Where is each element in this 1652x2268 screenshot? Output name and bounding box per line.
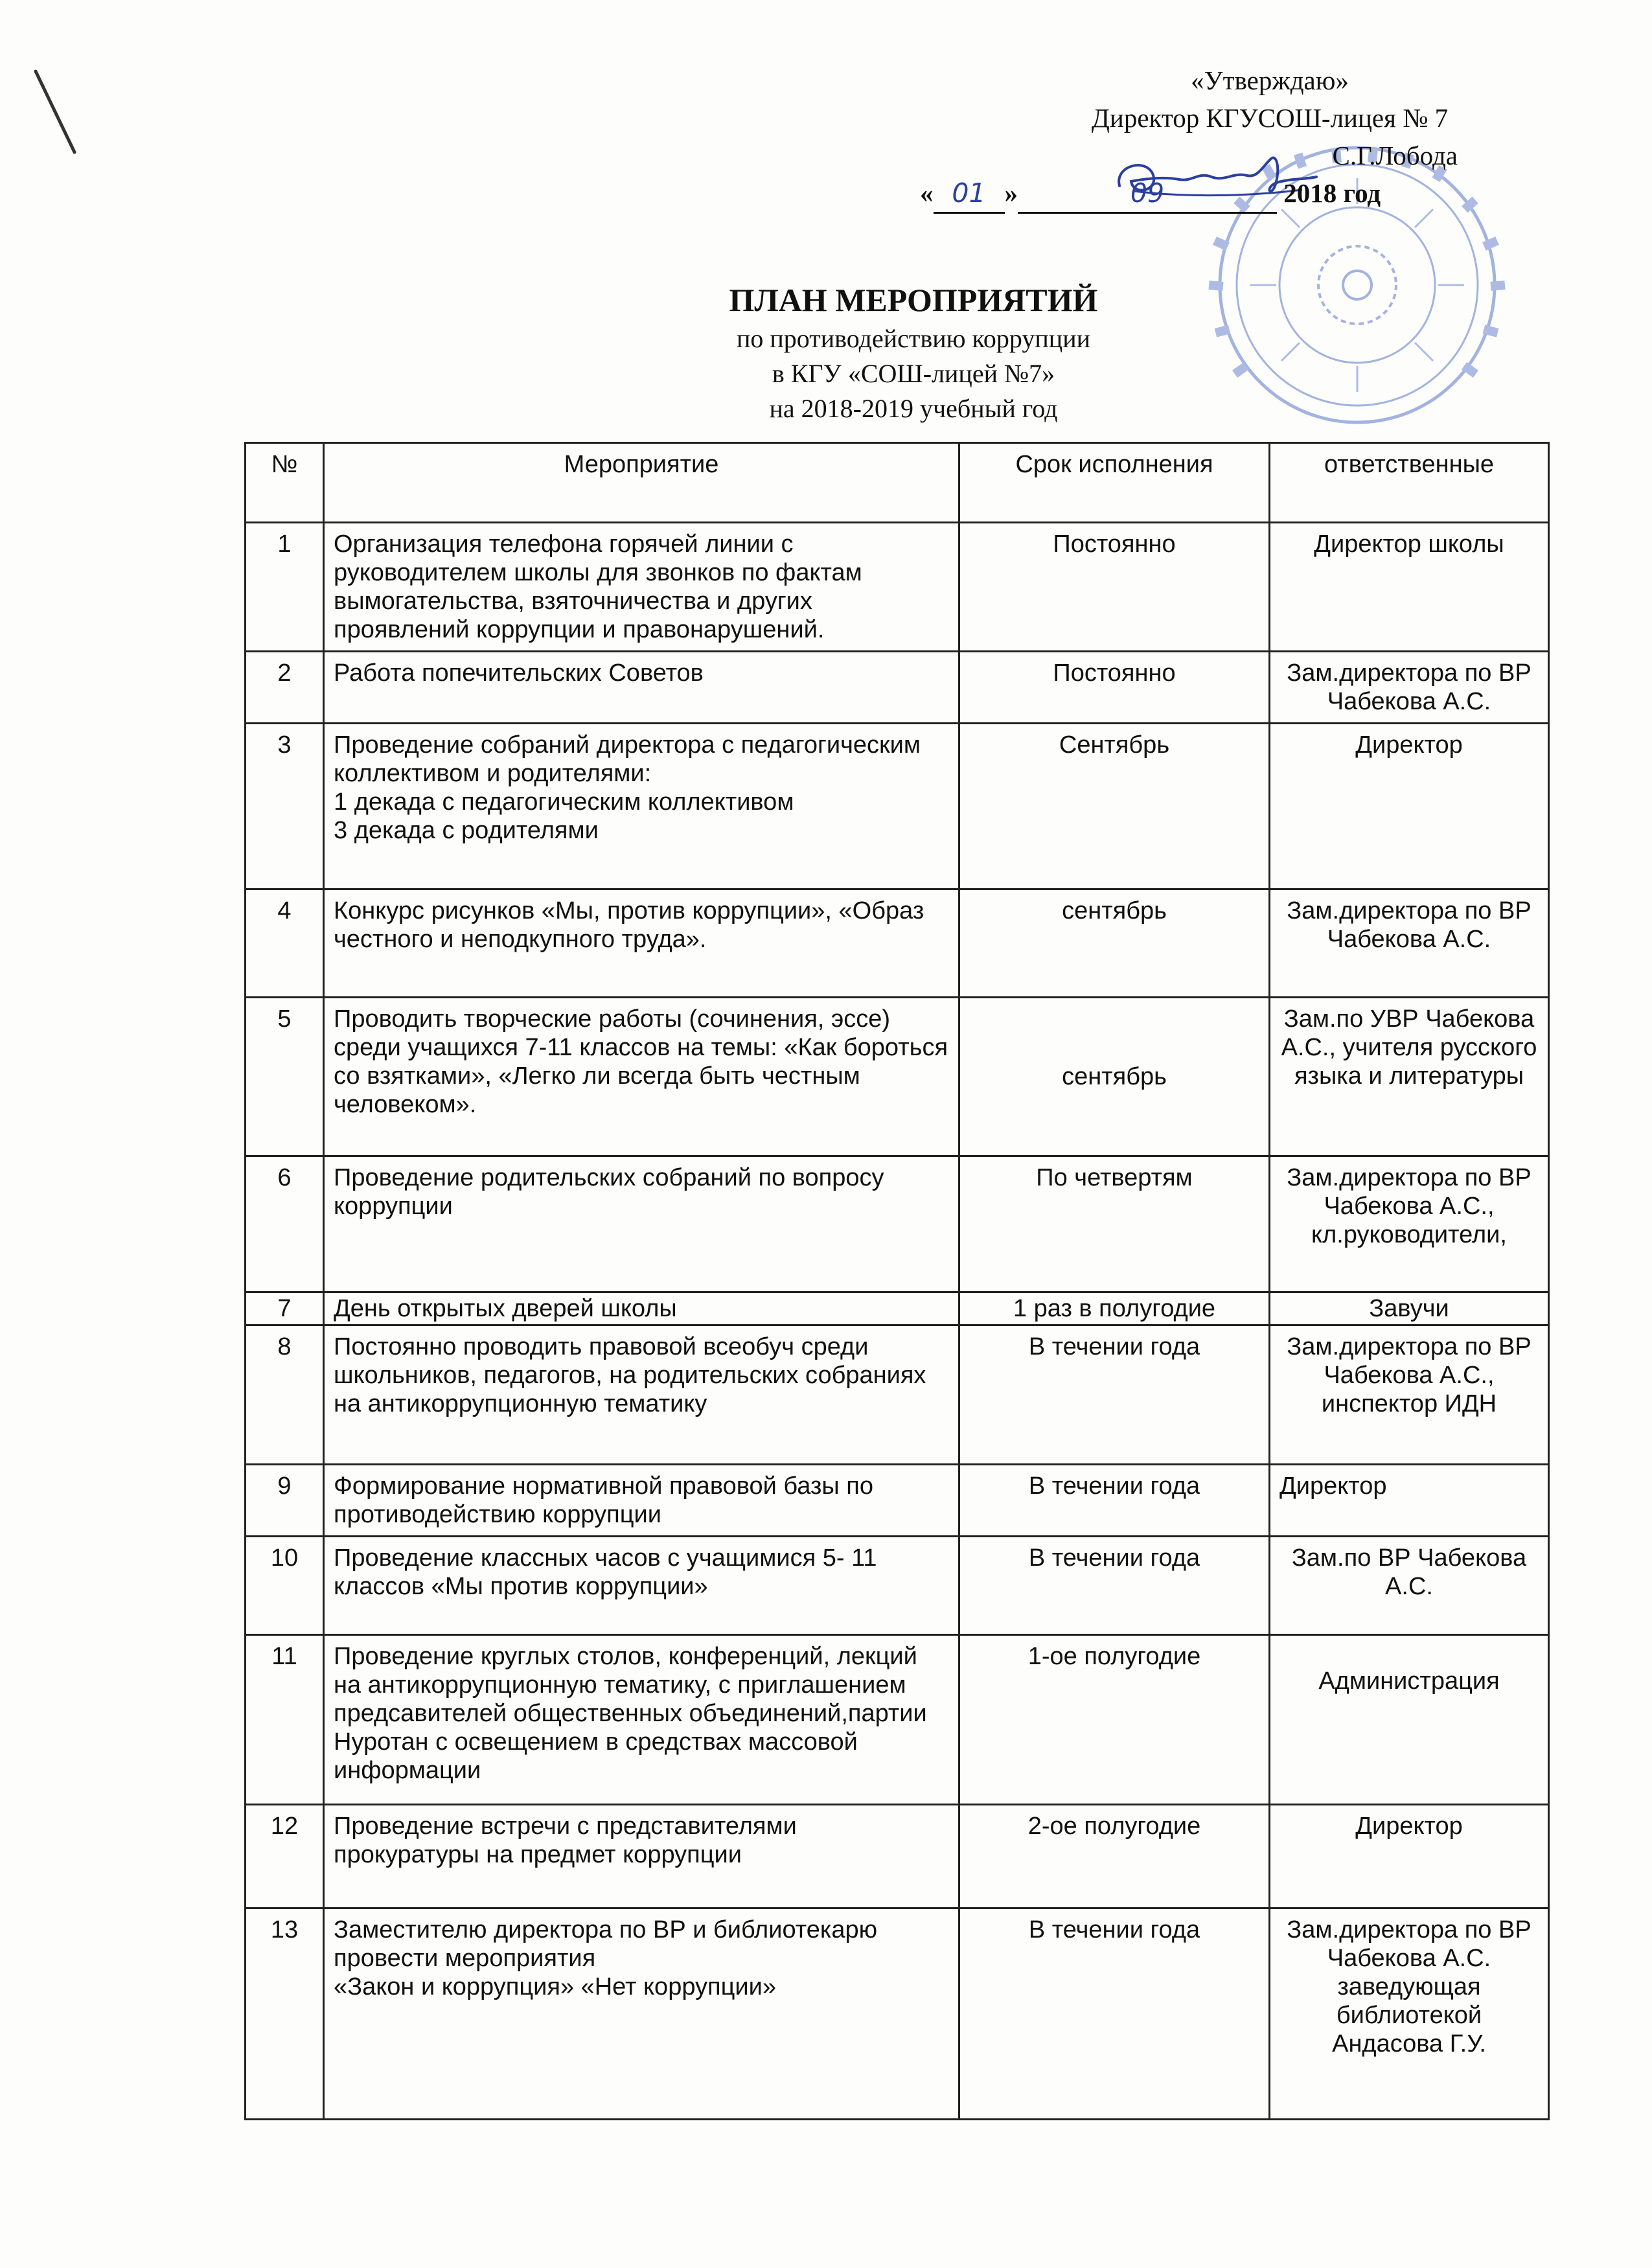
header-num: № [246,443,324,523]
approval-block [920,62,1529,214]
row-term: 1-ое полугодие [959,1635,1270,1805]
row-num: 5 [246,998,324,1156]
table-row [246,724,1549,889]
header-event: Мероприятие [324,443,959,523]
row-event: Проведение встречи с представителями прокуратуры на предмет коррупции [324,1805,959,1908]
row-num: 6 [246,1156,324,1292]
row-term: В течении года [959,1908,1270,2120]
row-num: 3 [246,724,324,889]
row-num: 10 [246,1537,324,1635]
row-num: 1 [246,523,324,652]
row-event: Проводить творческие работы (сочинения, эссе) среди учащихся 7-11 классов на темы: «Как бороться со взятками», «Легко ли всегда быть честным человеком». [324,998,959,1156]
row-term: По четвертям [959,1156,1270,1292]
director-position: Директор КГУСОШ-лицея № 7 [1091,103,1449,133]
table-row [246,1465,1549,1537]
date-year: 2018 год [1283,178,1381,208]
row-event: Конкурс рисунков «Мы, против коррупции», «Образ честного и неподкупного труда». [324,889,959,998]
row-event: Проведение родительских собраний по вопросу коррупции [324,1156,959,1292]
table-row [246,1325,1549,1465]
row-num: 12 [246,1805,324,1908]
row-term: сентябрь [959,889,1270,998]
approval-label: «Утверждаю» [1191,65,1349,95]
header-term: Срок исполнения [959,443,1270,523]
row-responsible: Завучи [1270,1292,1549,1325]
document-subtitle-2: в КГУ «СОШ-лицей №7» [772,359,1055,388]
row-responsible: Администрация [1270,1635,1549,1805]
row-term: Сентябрь [959,724,1270,889]
row-responsible: Директор школы [1270,523,1549,652]
table-row [246,998,1549,1156]
table-row [246,1635,1549,1805]
row-responsible: Зам.по ВР Чабекова А.С. [1270,1537,1549,1635]
row-event: Работа попечительских Советов [324,652,959,724]
table-row [246,1537,1549,1635]
row-num: 9 [246,1465,324,1537]
header-responsible: ответственные [1270,443,1549,523]
row-responsible: Зам.директора по ВР Чабекова А.С. [1270,889,1549,998]
row-responsible: Директор [1270,1805,1549,1908]
row-num: 4 [246,889,324,998]
row-responsible: Зам.директора по ВР Чабекова А.С., кл.руководители, [1270,1156,1549,1292]
row-num: 11 [246,1635,324,1805]
row-event: Постоянно проводить правовой всеобуч среди школьников, педагогов, на родительских собраниях на антикоррупционную тематику [324,1325,959,1465]
pen-stroke-mark [26,65,155,168]
document-subtitle-1: по противодействию коррупции [736,324,1091,353]
table-row [246,1156,1549,1292]
row-num: 2 [246,652,324,724]
row-term: Постоянно [959,523,1270,652]
date-close-quote: » [1004,178,1018,208]
row-event: Формирование нормативной правовой базы по противодействию коррупции [324,1465,959,1537]
row-responsible: Зам.по УВР Чабекова А.С., учителя русского языка и литературы [1270,998,1549,1156]
row-num: 8 [246,1325,324,1465]
table-row [246,652,1549,724]
director-name: С.Г.Лобода [1332,141,1458,170]
row-term: 1 раз в полугодие [959,1292,1270,1325]
row-term: сентябрь [959,998,1270,1156]
table-row [246,1908,1549,2120]
table-row [246,1292,1549,1325]
row-term: В течении года [959,1465,1270,1537]
row-num: 7 [246,1292,324,1325]
row-event: Проведение круглых столов, конференций, лекций на антикоррупционную тематику, с приглашением предсавителей общественных объединений,партии Нуротан с освещением в средствах массовой информации [324,1635,959,1805]
row-event: Организация телефона горячей линии с руководителем школы для звонков по фактам вымогательства, взяточничества и других проявлений коррупции и правонарушений. [324,523,959,652]
table-row [246,523,1549,652]
row-responsible: Директор [1270,1465,1549,1537]
row-term: В течении года [959,1537,1270,1635]
events-table [244,442,1550,2120]
row-event: Проведение классных часов с учащимися 5- 11 классов «Мы против коррупции» [324,1537,959,1635]
document-title-block [453,279,1373,426]
row-term: Постоянно [959,652,1270,724]
document-title: ПЛАН МЕРОПРИЯТИЙ [729,282,1098,318]
date-open-quote: « [920,178,934,208]
row-responsible: Зам.директора по ВР Чабекова А.С., инспектор ИДН [1270,1325,1549,1465]
row-responsible: Директор [1270,724,1549,889]
row-responsible: Зам.директора по ВР Чабекова А.С. [1270,652,1549,724]
date-day: 01 [934,174,1005,214]
row-term: В течении года [959,1325,1270,1465]
row-num: 13 [246,1908,324,2120]
row-event: День открытых дверей школы [324,1292,959,1325]
row-term: 2-ое полугодие [959,1805,1270,1908]
row-event: Проведение собраний директора с педагогическим коллективом и родителями: 1 декада с педагогическим коллективом 3 декада с родителями [324,724,959,889]
row-event: Заместителю директора по ВР и библиотекарю провести мероприятия «Закон и коррупция» «Нет коррупции» [324,1908,959,2120]
table-header-row [246,443,1549,523]
document-subtitle-3: на 2018-2019 учебный год [769,394,1058,423]
table-row [246,889,1549,998]
table-row [246,1805,1549,1908]
row-responsible: Зам.директора по ВР Чабекова А.С. заведующая библиотекой Андасова Г.У. [1270,1908,1549,2120]
approval-date [920,174,1529,214]
date-month: 09 [1018,174,1277,214]
